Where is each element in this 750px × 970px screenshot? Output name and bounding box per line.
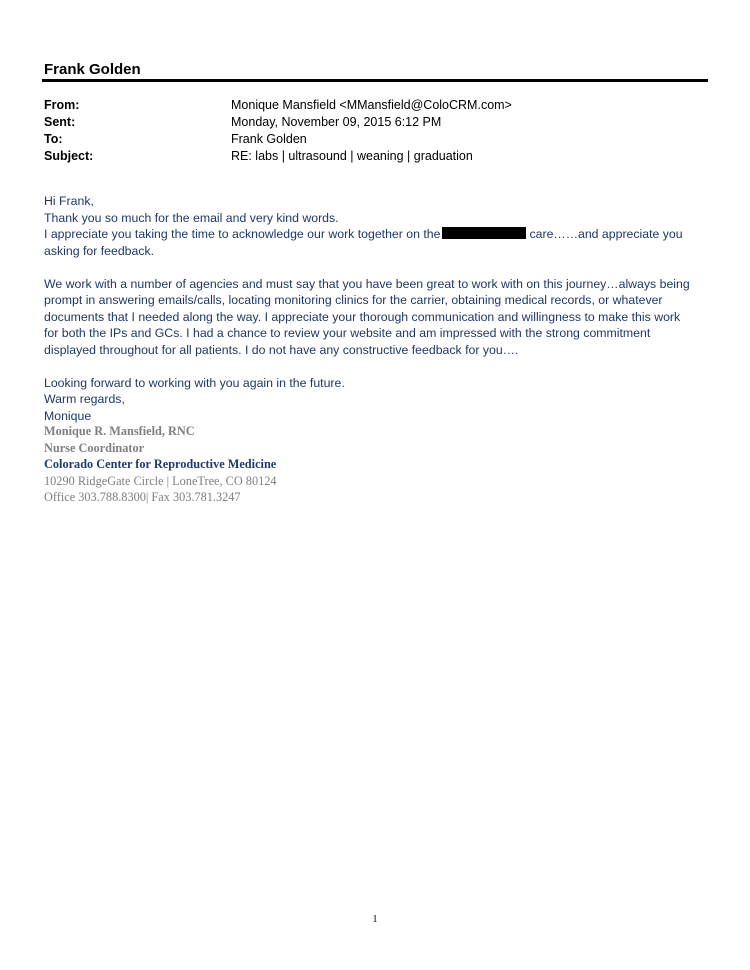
- to-value: Frank Golden: [231, 131, 307, 146]
- body-line: prompt in answering emails/calls, locating monitoring clinics for the carrier, obtaining medical records, or whatever: [44, 293, 663, 307]
- body-line: We work with a number of agencies and must say that you have been great to work with on this journey…always being: [44, 276, 690, 291]
- sent-label: Sent:: [44, 114, 76, 129]
- header-row-to: [44, 130, 704, 147]
- header-row-subject: [44, 147, 704, 164]
- signature-title: Nurse Coordinator: [44, 440, 145, 455]
- body-text-segment: I appreciate you taking the time to acknowledge our work together on the: [44, 227, 441, 241]
- body-line: asking for feedback.: [44, 243, 155, 258]
- header-row-sent: [44, 113, 704, 130]
- from-value: Monique Mansfield <MMansfield@ColoCRM.com>: [231, 97, 512, 112]
- header-row-from: [44, 96, 704, 113]
- signature-name: Monique R. Mansfield, RNC: [44, 424, 195, 438]
- mailbox-owner-name: Frank Golden: [44, 61, 141, 78]
- paragraph-gap: [44, 259, 714, 276]
- email-body: [44, 193, 714, 424]
- email-signature: [44, 423, 277, 506]
- body-line: documents that I needed along the way. I appreciate your thorough communication and willingness to make this work: [44, 309, 681, 324]
- body-line-with-redaction: [44, 226, 714, 243]
- closing-line: Warm regards,: [44, 392, 125, 406]
- subject-value: RE: labs | ultrasound | weaning | graduation: [231, 148, 473, 163]
- signature-address: 10290 RidgeGate Circle | LoneTree, CO 80124: [44, 473, 277, 488]
- email-header: [44, 96, 704, 164]
- body-text-segment: care……and appreciate you: [529, 227, 683, 241]
- body-line: for both the IPs and GCs. I had a chance to review your website and am impressed with the strong commitment: [44, 326, 651, 340]
- greeting: Hi Frank,: [44, 194, 94, 208]
- signature-organization: Colorado Center for Reproductive Medicine: [44, 457, 277, 471]
- redaction-block: [442, 227, 526, 239]
- body-line: displayed throughout for all patients. I do not have any constructive feedback for you….: [44, 342, 519, 357]
- title-divider: [42, 79, 708, 82]
- subject-label: Subject:: [44, 148, 94, 163]
- to-label: To:: [44, 131, 63, 146]
- signature-phones: Office 303.788.8300| Fax 303.781.3247: [44, 490, 241, 504]
- paragraph-gap: [44, 358, 714, 375]
- closing-signoff: Monique: [44, 408, 92, 423]
- closing-line: Looking forward to working with you again in the future.: [44, 375, 345, 390]
- body-line: Thank you so much for the email and very kind words.: [44, 210, 339, 225]
- sent-value: Monday, November 09, 2015 6:12 PM: [231, 114, 442, 129]
- from-label: From:: [44, 97, 80, 112]
- page-number: 1: [372, 914, 378, 925]
